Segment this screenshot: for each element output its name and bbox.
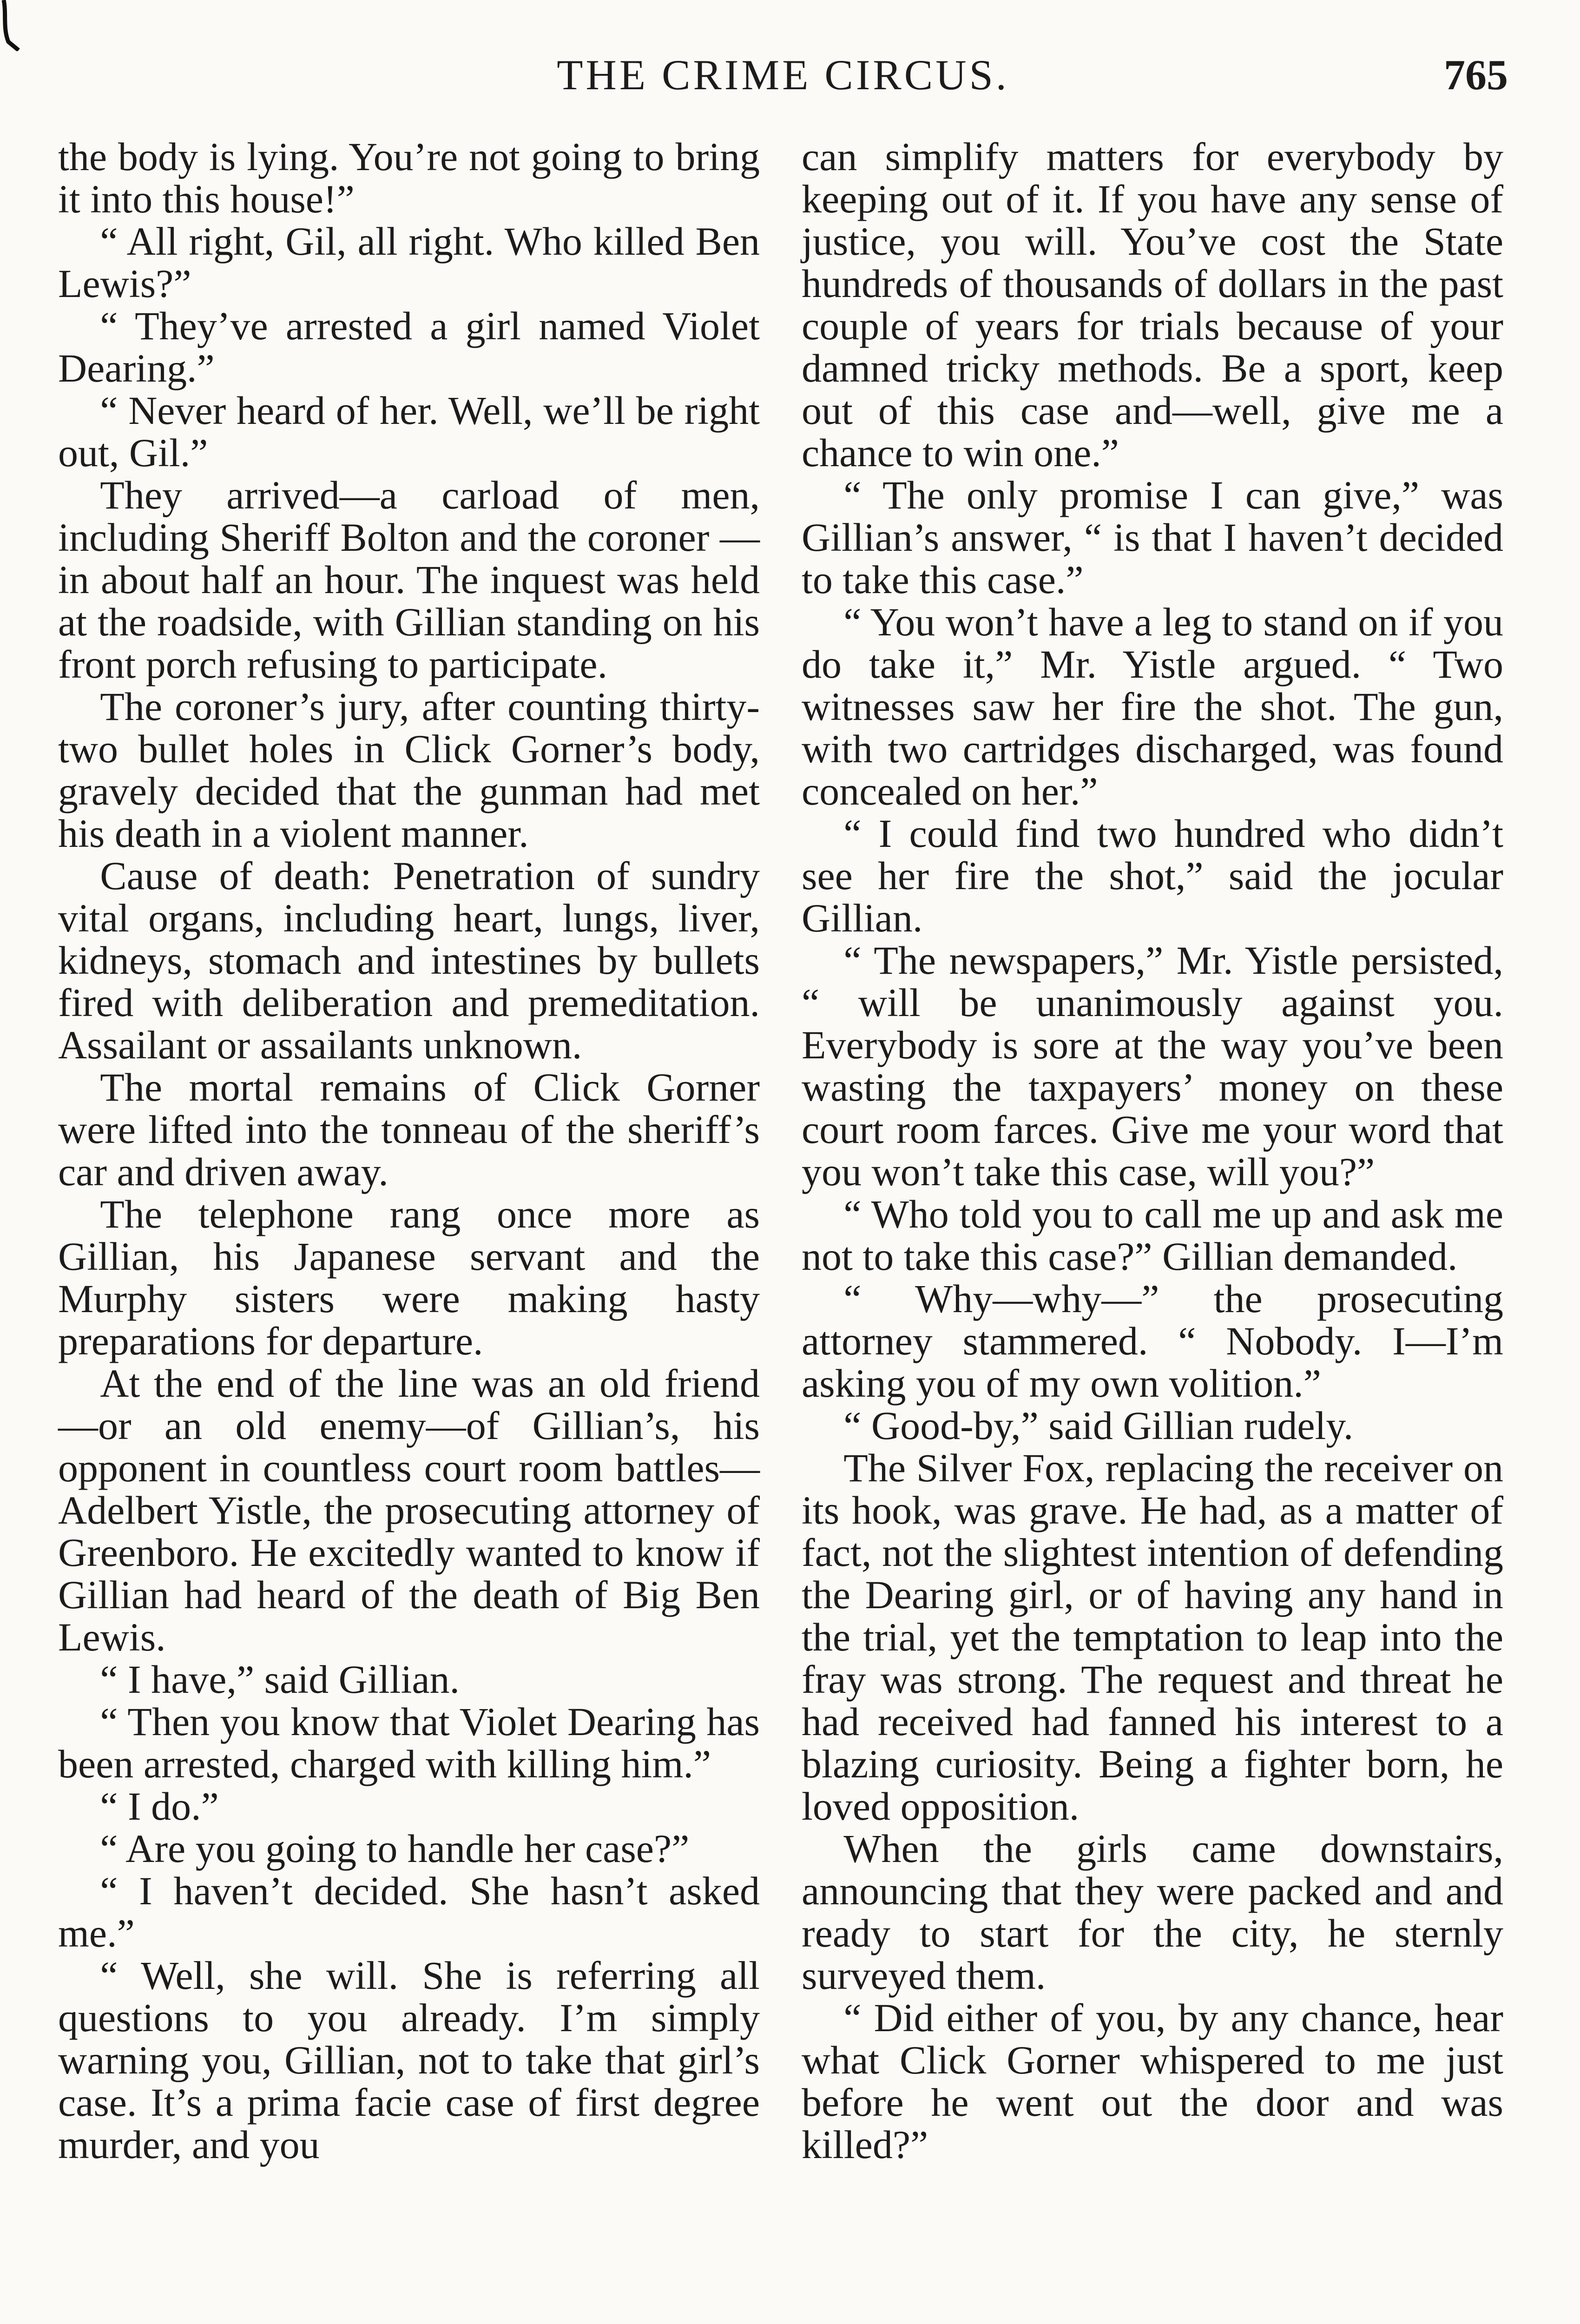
paragraph: “ Did either of you, by any chance, hear what Click Gorner whispered to me just before he went out the door and was killed?” [802,1995,1503,2167]
left-text-column [58,136,760,2166]
paragraph: “ I could find two hundred who didn’t see her fire the shot,” said the jocular Gillian. [802,811,1503,940]
paragraph: “ Good-by,” said Gillian rudely. [843,1403,1354,1448]
paragraph: “ Then you know that Violet Dearing has been arrested, charged with killing him.” [58,1699,760,1786]
paragraph: The telephone rang once more as Gillian, his Japanese servant and the Murphy sisters were making hasty preparations for departure. [58,1192,760,1363]
page-number: 765 [1444,51,1508,99]
paragraph: The mortal remains of Click Gorner were lifted into the tonneau of the sheriff’s car and driven away. [58,1065,760,1194]
paragraph: “ Well, she will. She is referring all questions to you already. I’m simply warning you, Gillian, not to take that girl’s case. It’s a prima facie case of first degree murder, and you [58,1953,760,2167]
paragraph: “ You won’t have a leg to stand on if you do take it,” Mr. Yistle argued. “ Two witnesses saw her fire the shot. The gun, with two cartridges discharged, was found concealed on her.” [802,600,1503,813]
paragraph: the body is lying. You’re not going to bring it into this house!” [58,134,760,221]
paragraph: “ I haven’t decided. She hasn’t asked me.” [58,1868,760,1955]
paragraph: They arrived—a carload of men, including Sheriff Bolton and the coroner —in about half an hour. The inquest was held at the roadside, with Gillian standing on his front porch refusing to participate. [58,473,760,687]
paragraph: “ They’ve arrested a girl named Violet Dearing.” [58,304,760,390]
paragraph: “ Who told you to call me up and ask me not to take this case?” Gillian demanded. [802,1192,1503,1279]
paragraph: The coroner’s jury, after counting thirty-two bullet holes in Click Gorner’s body, gravely decided that the gunman had met his death in a violent manner. [58,684,760,856]
paragraph: “ Never heard of her. Well, we’ll be right out, Gil.” [58,388,760,475]
paragraph: “ Are you going to handle her case?” [100,1826,690,1871]
paragraph: At the end of the line was an old friend—or an old enemy—of Gillian’s, his opponent in countless court room battles—Adelbert Yistle, the prosecuting attorney of Greenboro. He excitedly wanted to know if Gillian had heard of the death of Big Ben Lewis. [58,1361,760,1659]
paragraph: can simplify matters for everybody by keeping out of it. If you have any sense of justice, you will. You’ve cost the State hundreds of thousands of dollars in the past couple of years for trials because of your damned tricky methods. Be a sport, keep out of this case and—well, give me a chance to win one.” [802,134,1503,475]
paragraph: “ I do.” [100,1784,219,1829]
running-title: THE CRIME CIRCUS. [557,51,1009,99]
right-text-column [802,136,1503,2166]
page-corner-mark [0,0,28,51]
paragraph: “ The only promise I can give,” was Gillian’s answer, “ is that I haven’t decided to take this case.” [802,473,1503,602]
paragraph: “ I have,” said Gillian. [100,1657,460,1702]
paragraph: When the girls came downstairs, announcing that they were packed and and ready to start for the city, he sternly surveyed them. [802,1826,1503,1998]
paragraph: Cause of death: Penetration of sundry vital organs, including heart, lungs, liver, kidneys, stomach and intestines by bullets fired with deliberation and premeditation. Assailant or assailants unknown. [58,853,760,1067]
paragraph: The Silver Fox, replacing the receiver on its hook, was grave. He had, as a matter of fact, not the slightest intention of defending the Dearing girl, or of having any hand in the trial, yet the temptation to leap into the fray was strong. The request and threat he had received had fanned his interest to a blazing curiosity. Being a fighter born, he loved opposition. [802,1446,1503,1829]
paragraph: “ The newspapers,” Mr. Yistle persisted, “ will be unanimously against you. Everybody is sore at the way you’ve been wasting the taxpayers’ money on these court room farces. Give me your word that you won’t take this case, will you?” [802,938,1503,1194]
page-header [58,50,1508,115]
paragraph: “ All right, Gil, all right. Who killed Ben Lewis?” [58,219,760,306]
paragraph: “ Why—why—” the prosecuting attorney stammered. “ Nobody. I—I’m asking you of my own volition.” [802,1276,1503,1406]
